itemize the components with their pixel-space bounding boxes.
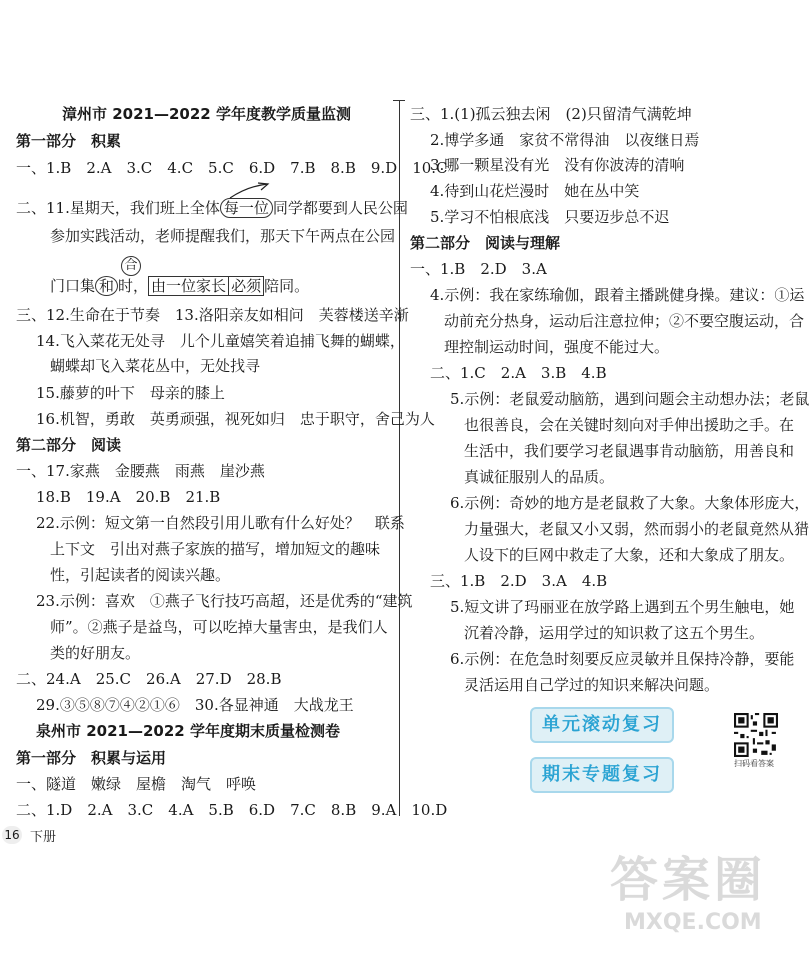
exam-title-quanzhou: 泉州市 2021—2022 学年度期末质量检测卷 [36, 722, 340, 740]
section-heading: 第二部分 阅读与理解 [410, 234, 561, 252]
section-heading: 第一部分 积累 [16, 132, 122, 150]
answer-text: 门口集 [50, 277, 96, 295]
answer-line: 二、1.D 2.A 3.C 4.A 5.B 6.D 7.C 8.B 9.A 10.D [16, 801, 448, 819]
volume-label: 下册 [30, 830, 57, 845]
circled-character: 和 [95, 276, 118, 296]
answer-line: 二、24.A 25.C 26.A 27.D 28.B [16, 670, 282, 688]
answer-line: 29.③⑤⑧⑦④②①⑥ 30.各显神通 大战龙王 [36, 696, 354, 714]
answer-line: 灵活运用自己学过的知识来解决问题。 [464, 676, 720, 694]
answer-line: 三、12.生命在于节奏 13.洛阳亲友如相问 芙蓉楼送辛渐 [16, 306, 409, 324]
answer-line: 动前充分热身，运动后注意拉伸；②不要空腹运动，合 [444, 312, 805, 330]
answer-line: 18.B 19.A 20.B 21.B [36, 488, 221, 506]
answer-line: 2.博学多通 家贫不常得油 以夜继日焉 [430, 131, 700, 149]
answer-line: 生活中，我们要学习老鼠遇事肯动脑筋，用善良和 [464, 442, 795, 460]
answer-line: 一、1.B 2.A 3.C 4.C 5.C 6.D 7.B 8.B 9.D 10.C [16, 159, 448, 177]
answer-line: 5.示例：老鼠爱动脑筋，遇到问题会主动想办法；老鼠 [450, 390, 810, 408]
answer-line: 真诚征服别人的品质。 [464, 468, 615, 486]
insertion-mark-icon [228, 180, 278, 200]
section-heading: 第一部分 积累与运用 [16, 749, 167, 767]
answer-line: 16.机智，勇敢 英勇顽强，视死如归 忠于职守，舍己为人 [36, 410, 435, 428]
answer-line-q11c [50, 276, 309, 296]
answer-line: 6.示例：奇妙的地方是老鼠救了大象。大象体形庞大， [450, 494, 810, 512]
answer-line: 力量强大，老鼠又小又弱，然而弱小的老鼠竟然从猎 [464, 520, 810, 538]
answer-line: 类的好朋友。 [50, 644, 141, 662]
answer-line: 4.待到山花烂漫时 她在丛中笑 [430, 182, 640, 200]
final-review-banner: 期末专题复习 [530, 757, 674, 793]
divider-tick [393, 100, 405, 101]
answer-line: 22.示例：短文第一自然段引用儿歌有什么好处？ 联系 [36, 514, 405, 532]
answer-text: 时， [118, 277, 149, 295]
answer-line: 沉着冷静，运用学过的知识救了这五个男生。 [464, 624, 765, 642]
answer-line-q11 [16, 198, 408, 218]
answer-line: 一、隧道 嫩绿 屋檐 淘气 呼唤 [16, 775, 257, 793]
answer-text: 陪同。 [264, 277, 310, 295]
answer-line: 人设下的巨网中救走了大象，还和大象成了朋友。 [464, 546, 795, 564]
answer-line: 也很善良，会在关键时刻向对手伸出援助之手。在 [464, 416, 795, 434]
answer-line: 5.短文讲了玛丽亚在放学路上遇到五个男生触电，她 [450, 598, 795, 616]
answer-line: 性，引起读者的阅读兴趣。 [50, 566, 231, 584]
answer-line: 5.学习不怕根底浅 只要迈步总不迟 [430, 208, 670, 226]
watermark-logo-text: 答案圈 [610, 852, 767, 908]
answer-text: 同学都要到人民公园 [272, 199, 408, 217]
answer-line: 三、1.B 2.D 3.A 4.B [430, 572, 608, 590]
qr-caption: 扫码看答案 [734, 759, 774, 768]
answer-line: 6.示例：在危急时刻要反应灵敏并且保持冷静，要能 [450, 650, 795, 668]
page-number: 16 [2, 826, 22, 844]
section-heading: 第二部分 阅读 [16, 436, 122, 454]
answer-line: 4.示例：我在家练瑜伽，跟着主播跳健身操。建议：①运 [430, 286, 805, 304]
watermark [610, 852, 800, 952]
answer-line: 一、1.B 2.D 3.A [410, 260, 547, 278]
boxed-phrase: 必须 [229, 276, 264, 296]
watermark-url: MXQE.COM [624, 910, 762, 935]
answer-line: 14.飞入菜花无处寻 儿个儿童嬉笑着追捕飞舞的蝴蝶， [36, 332, 405, 350]
answer-line: 参加实践活动，老师提醒我们，那天下午两点在公园 [50, 227, 396, 245]
answer-text: 二、11.星期天，我们班上全体 [16, 199, 220, 217]
answer-line: 23.示例：喜欢 ①燕子飞行技巧高超，还是优秀的“建筑 [36, 592, 413, 610]
answer-line: 理控制运动时间，强度不能过大。 [444, 338, 670, 356]
exam-title-zhangzhou: 漳州市 2021—2022 学年度教学质量监测 [62, 105, 351, 123]
answer-line: 上下文 引出对燕子家族的描写，增加短文的趣味 [50, 540, 381, 558]
answer-line: 师”。②燕子是益鸟，可以吃掉大量害虫，是我们人 [50, 618, 388, 636]
corrected-phrase: 每一位 [220, 198, 273, 218]
answer-line: 15.藤萝的叶下 母亲的膝上 [36, 384, 225, 402]
inserted-character-circle: 合 [121, 256, 141, 276]
answer-line: 3.哪一颗星没有光 没有你波涛的清响 [430, 156, 685, 174]
answer-line: 蝴蝶却飞入菜花丛中，无处找寻 [50, 357, 261, 375]
qr-code-icon [734, 713, 778, 757]
answer-line: 三、1.(1)孤云独去闲 (2)只留清气满乾坤 [410, 105, 692, 123]
boxed-phrase: 由一位家长 [148, 276, 229, 296]
unit-review-banner: 单元滚动复习 [530, 707, 674, 743]
answer-line: 一、17.家燕 金腰燕 雨燕 崖沙燕 [16, 462, 265, 480]
answer-line: 二、1.C 2.A 3.B 4.B [430, 364, 607, 382]
